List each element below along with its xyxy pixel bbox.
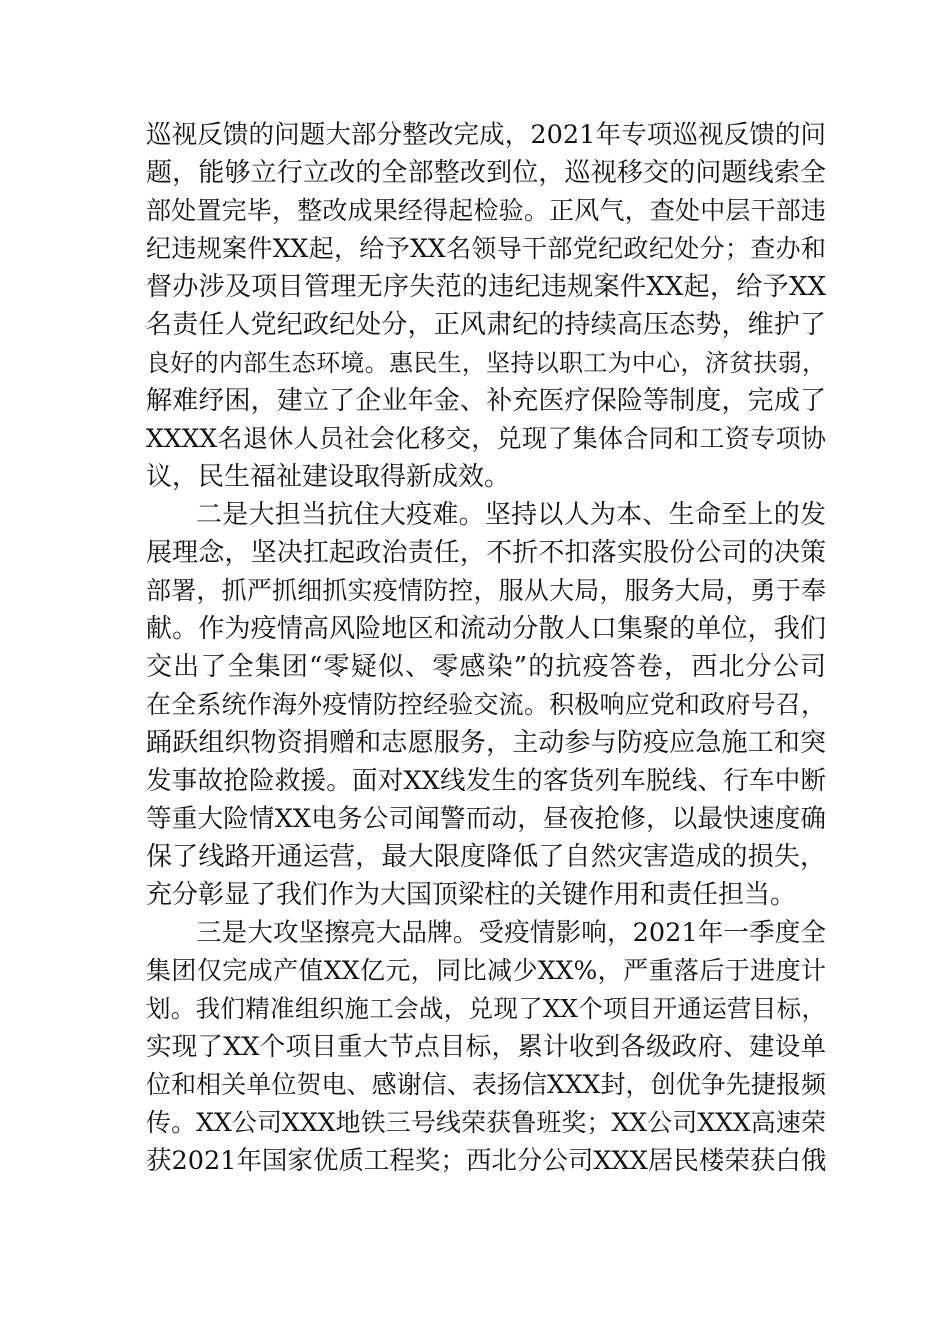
text-line: 集团仅完成产值XX亿元，同比减少XX%，严重落后于进度计 [146,956,826,985]
paragraph-end-line: 充分彰显了我们作为大国顶梁柱的关键作用和责任担当。 [146,880,797,910]
text-line: 展理念，坚决扛起政治责任，不折不扣落实股份公司的决策 [146,538,826,568]
text-line: 传。XX公司XXX地铁三号线荣获鲁班奖；XX公司XXX高速荣 [146,1108,826,1137]
text-line: XXXX名退休人员社会化移交，兑现了集体合同和工资专项协 [146,424,826,453]
text-line: 等重大险情XX电务公司闻警而动，昼夜抢修，以最快速度确 [146,804,826,834]
text-line: 督办涉及项目管理无序失范的违纪违规案件XX起，给予XX [146,272,826,302]
text-line: 部处置完毕，整改成果经得起检验。正风气，查处中层干部违 [146,196,826,225]
text-line: 划。我们精准组织施工会战，兑现了XX个项目开通运营目标， [146,994,826,1023]
text-line: 踊跃组织物资捐赠和志愿服务，主动参与防疫应急施工和突 [146,728,826,758]
text-line: 解难纾困，建立了企业年金、补充医疗保险等制度，完成了 [146,386,826,416]
text-line: 名责任人党纪政纪处分，正风肃纪的持续高压态势，维护了 [146,310,826,340]
paragraph-first-line: 二是大担当抗住大疫难。坚持以人为本、生命至上的发 [196,500,826,530]
paragraph-first-line: 三是大攻坚擦亮大品牌。受疫情影响，2021年一季度全 [196,918,826,948]
paragraph-end-line: 议，民生福祉建设取得新成效。 [146,462,511,492]
text-line: 献。作为疫情高风险地区和流动分散人口集聚的单位，我们 [146,614,826,644]
text-line: 获2021年国家优质工程奖；西北分公司XXX居民楼荣获白俄 [146,1146,827,1176]
text-line: 纪违规案件XX起，给予XX名领导干部党纪政纪处分；查办和 [146,234,826,263]
text-line: 良好的内部生态环境。惠民生，坚持以职工为中心，济贫扶弱， [146,349,826,377]
text-line: 位和相关单位贺电、感谢信、表扬信XXX封，创优争先捷报频 [146,1070,826,1099]
text-line: 部署，抓严抓细抓实疫情防控，服从大局，服务大局，勇于奉 [146,576,826,605]
text-line: 巡视反馈的问题大部分整改完成，2021年专项巡视反馈的问 [146,120,826,150]
text-line: 发事故抢险救援。面对XX线发生的客货列车脱线、行车中断 [146,766,826,796]
text-line: 在全系统作海外疫情防控经验交流。积极响应党和政府号召， [146,690,826,719]
text-line: 题，能够立行立改的全部整改到位，巡视移交的问题线索全 [146,158,826,188]
text-line: 保了线路开通运营，最大限度降低了自然灾害造成的损失， [146,842,826,872]
text-line: 实现了XX个项目重大节点目标，累计收到各级政府、建设单 [146,1032,826,1062]
text-line: 交出了全集团“零疑似、零感染”的抗疫答卷，西北分公司 [146,652,826,682]
